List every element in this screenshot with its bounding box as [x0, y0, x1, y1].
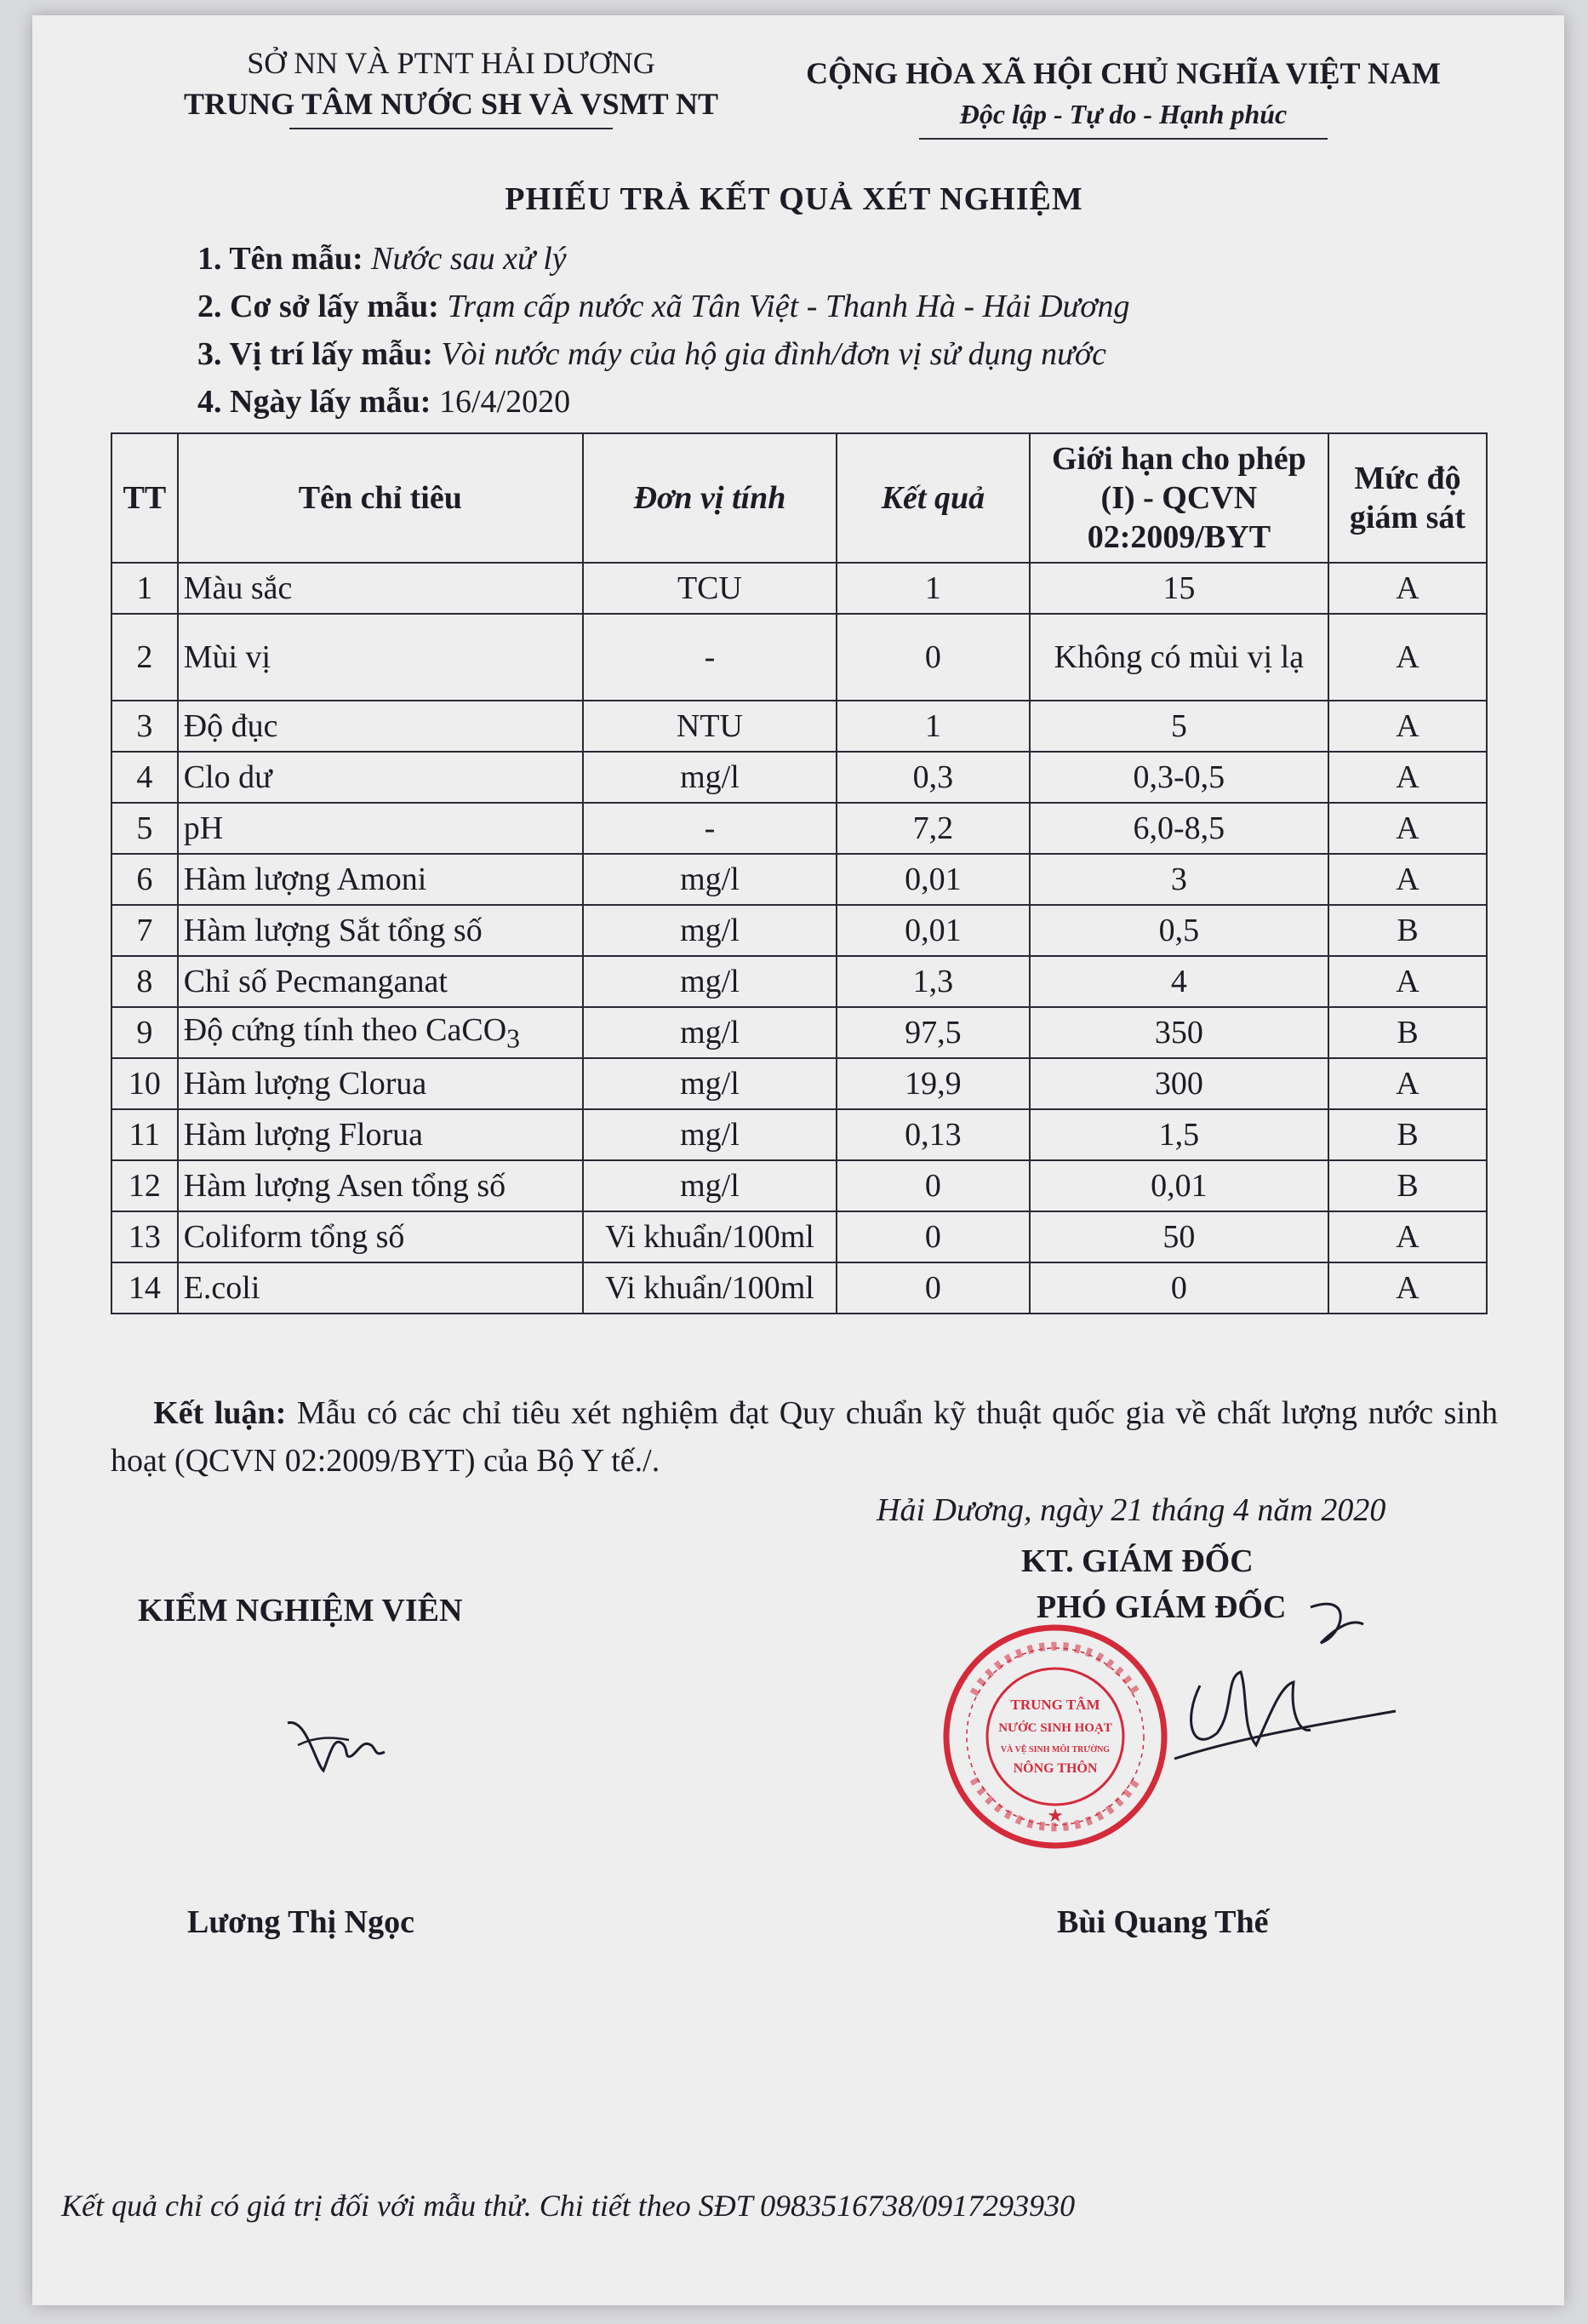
cell-limit [1030, 803, 1328, 854]
cell-limit [1030, 1262, 1328, 1314]
cell-unit-text: mg/l [680, 1015, 740, 1050]
cell-tt [111, 956, 178, 1007]
cell-tt-text: 4 [136, 759, 153, 795]
table-row [111, 1109, 1487, 1160]
cell-name-text: Clo dư [183, 759, 272, 795]
director-signature [1098, 1583, 1413, 1805]
cell-tt-text: 13 [128, 1219, 161, 1255]
seal-star-icon: ★ [1047, 1805, 1064, 1826]
cell-limit [1030, 563, 1328, 614]
cell-limit-text: 1,5 [1158, 1117, 1200, 1153]
info-sample-name [197, 240, 567, 278]
table-body [111, 563, 1487, 1314]
organization-header [153, 43, 749, 129]
cell-result-text: 0,3 [912, 759, 954, 795]
cell-tt [111, 563, 178, 614]
cell-tt [111, 752, 178, 803]
cell-limit-text: 0,01 [1151, 1168, 1208, 1204]
cell-result-text: 0,01 [905, 913, 962, 948]
cell-limit [1030, 1109, 1328, 1160]
cell-level-text: A [1396, 570, 1419, 606]
info-value: 16/4/2020 [438, 384, 571, 420]
cell-tt [111, 1109, 178, 1160]
cell-limit-text: 350 [1154, 1015, 1203, 1050]
issue-date: Hải Dương, ngày 21 tháng 4 năm 2020 [877, 1492, 1386, 1528]
cell-unit-text: mg/l [680, 759, 740, 795]
table-row [111, 854, 1487, 905]
cell-name-text: pH [183, 810, 224, 846]
info-label: 1. Tên mẫu: [197, 241, 363, 277]
cell-tt-text: 5 [136, 810, 153, 846]
cell-unit [583, 1160, 837, 1211]
cell-unit [583, 614, 837, 701]
cell-level-text: A [1396, 964, 1419, 999]
cell-result [837, 752, 1030, 803]
cell-unit-text: mg/l [680, 1117, 740, 1153]
cell-limit [1030, 614, 1328, 701]
analyst-signature [281, 1711, 391, 1779]
cell-tt [111, 701, 178, 752]
cell-level [1328, 1058, 1487, 1109]
cell-tt-text: 1 [136, 570, 153, 606]
cell-level [1328, 1007, 1487, 1058]
cell-result-text: 0 [924, 639, 941, 675]
col-header-tt: TT [111, 433, 178, 563]
cell-tt-text: 6 [136, 861, 153, 897]
cell-result [837, 1262, 1030, 1314]
table-row [111, 614, 1487, 701]
cell-limit-text: 0,3-0,5 [1133, 759, 1225, 795]
conclusion-text: Mẫu có các chỉ tiêu xét nghiệm đạt Quy chuẩn kỹ thuật quốc gia về chất lượng nước sinh hoạt (QCVN 02:2009/BYT) của Bộ Y tế./. [111, 1395, 1499, 1479]
cell-name-text: Màu sắc [183, 570, 293, 606]
cell-level [1328, 563, 1487, 614]
cell-result-text: 1,3 [912, 964, 954, 999]
info-sampling-location [197, 335, 1106, 373]
cell-unit [583, 563, 837, 614]
cell-level-text: B [1397, 1015, 1419, 1050]
cell-level [1328, 701, 1487, 752]
center-name: TRUNG TÂM NƯỚC SH VÀ VSMT NT [183, 87, 719, 121]
cell-limit-text: 300 [1154, 1066, 1203, 1102]
table-row [111, 1007, 1487, 1058]
cell-name-subscript: 3 [506, 1023, 520, 1054]
analyst-name: Lương Thị Ngọc [187, 1904, 414, 1940]
cell-level-text: A [1396, 639, 1419, 675]
cell-result [837, 803, 1030, 854]
cell-tt-text: 11 [129, 1117, 161, 1153]
deputy-director-name: Bùi Quang Thế [1057, 1904, 1269, 1940]
cell-result [837, 563, 1030, 614]
cell-tt-text: 14 [128, 1270, 161, 1306]
table-row [111, 752, 1487, 803]
cell-name-text: Độ cứng tính theo CaCO [183, 1011, 507, 1048]
cell-name-text: Coliform tổng số [183, 1219, 405, 1255]
cell-result-text: 7,2 [912, 810, 954, 846]
cell-name [178, 614, 583, 701]
cell-unit [583, 1262, 837, 1314]
cell-tt [111, 905, 178, 956]
cell-limit [1030, 1211, 1328, 1262]
cell-level [1328, 803, 1487, 854]
info-sampling-site [197, 288, 1130, 325]
cell-unit-text: - [704, 810, 716, 846]
cell-tt [111, 803, 178, 854]
cell-unit [583, 905, 837, 956]
info-label: 3. Vị trí lấy mẫu: [197, 336, 433, 372]
table-row [111, 1058, 1487, 1109]
cell-limit [1030, 1160, 1328, 1211]
cell-name [178, 1058, 583, 1109]
seal-line: VÀ VỆ SINH MÔI TRƯỜNG [1000, 1745, 1111, 1754]
cell-tt-text: 2 [136, 639, 153, 675]
seal-line: NƯỚC SINH HOẠT [998, 1721, 1112, 1735]
analyst-title: KIỂM NGHIỆM VIÊN [138, 1593, 463, 1629]
cell-tt [111, 1160, 178, 1211]
col-header-result: Kết quả [837, 433, 1030, 563]
cell-unit [583, 752, 837, 803]
national-motto: Độc lập - Tự do - Hạnh phúc [959, 99, 1288, 129]
cell-result [837, 854, 1030, 905]
cell-name [178, 1211, 583, 1262]
cell-level [1328, 1160, 1487, 1211]
cell-unit [583, 1109, 837, 1160]
cell-limit-text: 0 [1170, 1270, 1187, 1306]
cell-unit-text: NTU [676, 708, 743, 744]
col-header-level: Mức độ giám sát [1328, 433, 1487, 563]
cell-limit [1030, 701, 1328, 752]
cell-name-text: Hàm lượng Clorua [183, 1066, 427, 1102]
table-header-row [111, 433, 1487, 563]
cell-tt-text: 8 [136, 964, 153, 999]
cell-result-text: 0,01 [905, 861, 962, 897]
cell-level-text: A [1396, 861, 1419, 897]
cell-name-text: Hàm lượng Amoni [183, 861, 427, 897]
cell-result-text: 0 [924, 1168, 941, 1204]
table-row [111, 1262, 1487, 1314]
cell-limit-text: 3 [1170, 861, 1187, 897]
col-header-limit: Giới hạn cho phép (I) - QCVN 02:2009/BYT [1030, 433, 1328, 563]
cell-level [1328, 614, 1487, 701]
cell-name [178, 803, 583, 854]
cell-unit [583, 803, 837, 854]
cell-level [1328, 1262, 1487, 1314]
cell-unit-text: mg/l [680, 1066, 740, 1102]
cell-level-text: A [1396, 1066, 1419, 1102]
cell-unit-text: - [704, 639, 716, 675]
cell-level-text: A [1396, 708, 1419, 744]
cell-result [837, 1160, 1030, 1211]
cell-result-text: 1 [924, 708, 941, 744]
cell-result [837, 1109, 1030, 1160]
cell-level [1328, 752, 1487, 803]
info-value: Trạm cấp nước xã Tân Việt - Thanh Hà - Hải Dương [447, 289, 1130, 324]
cell-tt [111, 614, 178, 701]
cell-tt [111, 1058, 178, 1109]
cell-result-text: 0 [924, 1270, 941, 1306]
cell-result [837, 956, 1030, 1007]
cell-name [178, 701, 583, 752]
cell-level-text: B [1397, 1117, 1419, 1153]
cell-tt [111, 854, 178, 905]
table-row [111, 956, 1487, 1007]
department-name: SỞ NN VÀ PTNT HẢI DƯƠNG [247, 46, 655, 80]
cell-level [1328, 854, 1487, 905]
table-row [111, 905, 1487, 956]
info-value: Nước sau xử lý [371, 241, 567, 277]
cell-result [837, 1211, 1030, 1262]
cell-unit-text: Vi khuẩn/100ml [605, 1270, 814, 1306]
cell-result-text: 19,9 [905, 1066, 962, 1102]
cell-limit [1030, 1058, 1328, 1109]
footer-note: Kết quả chỉ có giá trị đối với mẫu thử. Chi tiết theo SĐT 0983516738/0917293930 [61, 2189, 1076, 2223]
cell-unit-text: TCU [677, 570, 742, 606]
document-title: PHIẾU TRẢ KẾT QUẢ XÉT NGHIỆM [505, 181, 1083, 217]
cell-level-text: A [1396, 759, 1419, 795]
motto-underline [919, 138, 1328, 140]
info-sampling-date [197, 383, 570, 421]
cell-unit-text: mg/l [680, 964, 740, 999]
cell-limit [1030, 854, 1328, 905]
cell-result-text: 1 [924, 570, 941, 606]
cell-level-text: B [1397, 1168, 1419, 1204]
cell-name [178, 854, 583, 905]
cell-unit [583, 1007, 837, 1058]
info-label: 4. Ngày lấy mẫu: [197, 384, 431, 420]
info-value: Vòi nước máy của hộ gia đình/đơn vị sử dụng nước [441, 336, 1106, 372]
cell-limit [1030, 905, 1328, 956]
cell-name-text: Chỉ số Pecmanganat [183, 964, 448, 999]
cell-result [837, 614, 1030, 701]
seal-line: TRUNG TÂM [1010, 1697, 1100, 1713]
conclusion [111, 1389, 1498, 1485]
cell-limit [1030, 1007, 1328, 1058]
cell-name-text: Hàm lượng Asen tổng số [183, 1168, 506, 1204]
cell-unit [583, 956, 837, 1007]
deputy-director-title: PHÓ GIÁM ĐỐC [1037, 1589, 1287, 1625]
cell-result-text: 0,13 [905, 1117, 962, 1153]
cell-limit-text: 15 [1162, 570, 1196, 606]
table-row [111, 1211, 1487, 1262]
cell-unit-text: mg/l [680, 861, 740, 897]
info-label: 2. Cơ sở lấy mẫu: [197, 289, 439, 324]
cell-name [178, 1109, 583, 1160]
cell-level-text: A [1396, 1219, 1419, 1255]
table-row [111, 701, 1487, 752]
results-table [111, 432, 1488, 1314]
cell-name-text: Mùi vị [183, 639, 271, 675]
cell-result [837, 1007, 1030, 1058]
cell-name-text: Hàm lượng Florua [183, 1117, 424, 1153]
cell-level [1328, 956, 1487, 1007]
cell-result-text: 0 [924, 1219, 941, 1255]
cell-name [178, 752, 583, 803]
cell-unit [583, 1211, 837, 1262]
table-row [111, 803, 1487, 854]
cell-limit-text: 4 [1170, 964, 1187, 999]
cell-result [837, 905, 1030, 956]
cell-result [837, 1058, 1030, 1109]
director-title: KT. GIÁM ĐỐC [1021, 1543, 1254, 1579]
national-header [749, 53, 1498, 140]
cell-tt-text: 9 [136, 1015, 153, 1050]
cell-name [178, 956, 583, 1007]
cell-unit-text: Vi khuẩn/100ml [605, 1219, 814, 1255]
cell-level-text: B [1397, 913, 1419, 948]
cell-tt [111, 1262, 178, 1314]
conclusion-label: Kết luận: [153, 1395, 287, 1431]
cell-unit [583, 1058, 837, 1109]
cell-level-text: A [1396, 810, 1419, 846]
cell-unit-text: mg/l [680, 913, 740, 948]
cell-name-text: Hàm lượng Sắt tổng số [183, 913, 483, 948]
cell-result-text: 97,5 [905, 1015, 962, 1050]
cell-name-text: E.coli [183, 1270, 260, 1306]
seal-line: NÔNG THÔN [1013, 1761, 1098, 1776]
cell-result [837, 701, 1030, 752]
cell-tt-text: 7 [136, 913, 153, 948]
cell-tt-text: 12 [128, 1168, 161, 1204]
cell-name [178, 905, 583, 956]
cell-unit-text: mg/l [680, 1168, 740, 1204]
header-underline [289, 128, 613, 129]
cell-unit [583, 854, 837, 905]
cell-tt [111, 1007, 178, 1058]
cell-level [1328, 905, 1487, 956]
cell-level-text: A [1396, 1270, 1419, 1306]
col-header-name: Tên chỉ tiêu [178, 433, 583, 563]
cell-tt [111, 1211, 178, 1262]
cell-tt-text: 3 [136, 708, 153, 744]
cell-name [178, 563, 583, 614]
cell-limit-text: 0,5 [1158, 913, 1200, 948]
cell-name [178, 1007, 583, 1058]
col-header-unit: Đơn vị tính [583, 433, 837, 563]
cell-limit-text: 50 [1162, 1219, 1196, 1255]
cell-level [1328, 1109, 1487, 1160]
cell-name [178, 1160, 583, 1211]
table-row [111, 1160, 1487, 1211]
cell-limit [1030, 956, 1328, 1007]
cell-limit-text: Không có mùi vị lạ [1054, 639, 1305, 675]
cell-name-text: Độ đục [183, 708, 278, 744]
cell-unit [583, 701, 837, 752]
country-name: CỘNG HÒA XÃ HỘI CHỦ NGHĨA VIỆT NAM [806, 56, 1441, 90]
cell-limit [1030, 752, 1328, 803]
cell-tt-text: 10 [128, 1066, 161, 1102]
cell-limit-text: 6,0-8,5 [1133, 810, 1225, 846]
cell-level [1328, 1211, 1487, 1262]
cell-name [178, 1262, 583, 1314]
table-row [111, 563, 1487, 614]
cell-limit-text: 5 [1170, 708, 1187, 744]
